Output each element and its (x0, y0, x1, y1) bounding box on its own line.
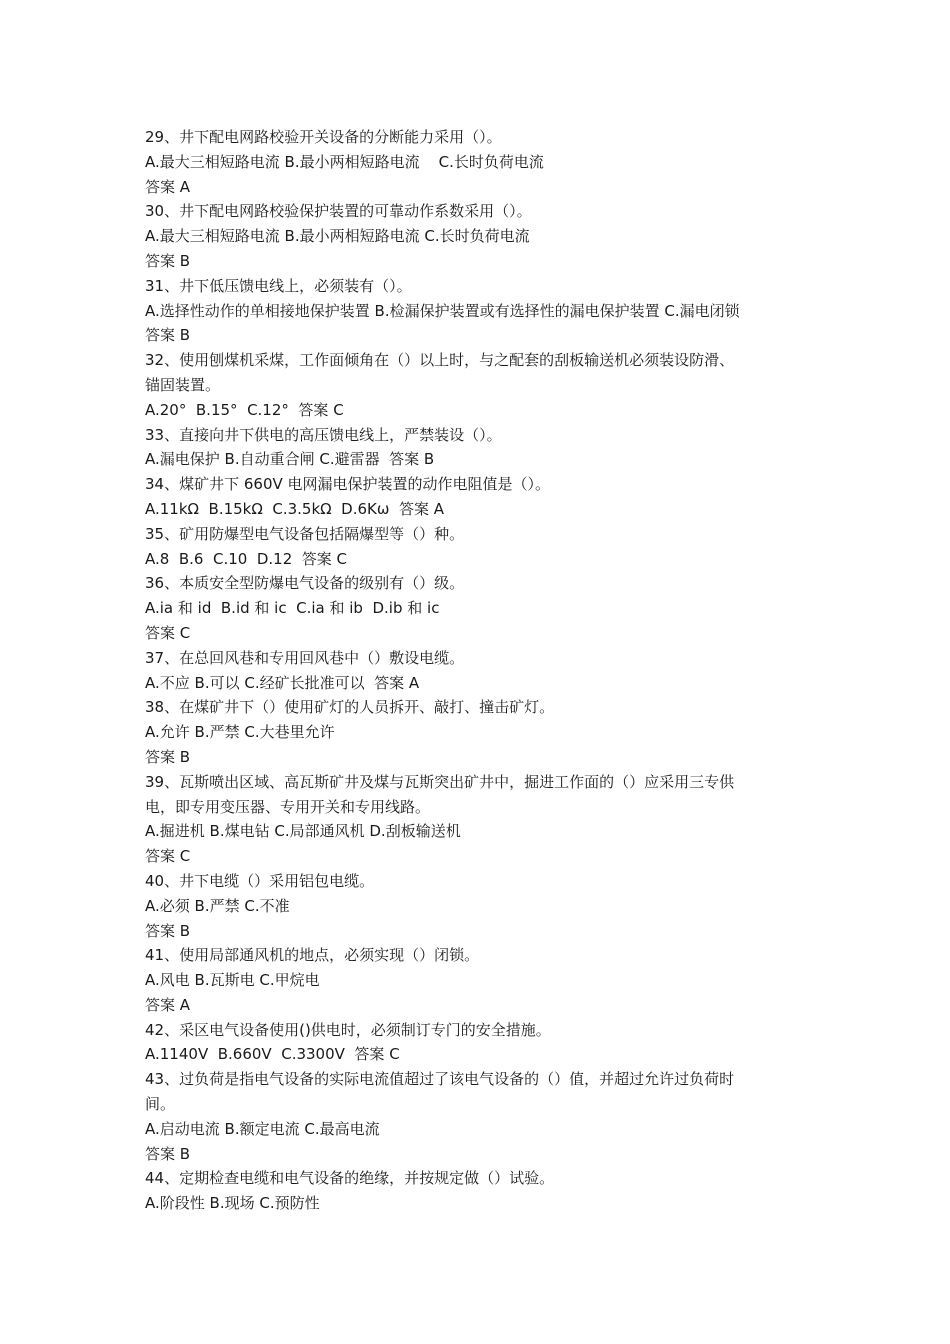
text-line: 37、在总回风巷和专用回风巷中（）敷设电缆。 (145, 648, 465, 667)
text-line: 答案 A (145, 995, 191, 1014)
text-line: 38、在煤矿井下（）使用矿灯的人员拆开、敲打、撞击矿灯。 (145, 698, 555, 717)
text-line: 43、过负荷是指电气设备的实际电流值超过了该电气设备的（）值，并超过允许过负荷时 (145, 1070, 735, 1089)
text-line: 33、直接向井下供电的高压馈电线上，严禁装设（）。 (145, 425, 502, 444)
text-line: A.风电 B.瓦斯电 C.甲烷电 (145, 971, 320, 990)
text-line: 答案 C (145, 623, 191, 642)
document-body (145, 125, 810, 1216)
text-line: 答案 A (145, 177, 191, 196)
text-line: 44、定期检查电缆和电气设备的绝缘，并按规定做（）试验。 (145, 1169, 555, 1188)
text-line: A.阶段性 B.现场 C.预防性 (145, 1194, 320, 1213)
text-line: 30、井下配电网路校验保护装置的可靠动作系数采用（）。 (145, 202, 532, 221)
text-line: 答案 B (145, 326, 191, 345)
text-line: 答案 B (145, 747, 191, 766)
text-line: A.允许 B.严禁 C.大巷里允许 (145, 723, 335, 742)
text-line: A.8 B.6 C.10 D.12 答案 C (145, 549, 348, 568)
text-line: 39、瓦斯喷出区域、高瓦斯矿井及煤与瓦斯突出矿井中，掘进工作面的（）应采用三专供 (145, 772, 735, 791)
text-line: 36、本质安全型防爆电气设备的级别有（）级。 (145, 574, 465, 593)
text-line: 锚固装置。 (145, 375, 221, 394)
text-line: 35、矿用防爆型电气设备包括隔爆型等（）种。 (145, 524, 465, 543)
text-line: 29、井下配电网路校验开关设备的分断能力采用（）。 (145, 128, 502, 146)
text-line: 电，即专用变压器、专用开关和专用线路。 (145, 797, 431, 816)
text-line: 42、采区电气设备使用()供电时，必须制订专门的安全措施。 (145, 1020, 551, 1039)
text-line: A.选择性动作的单相接地保护装置 B.检漏保护装置或有选择性的漏电保护装置 C.漏电闭锁 (145, 301, 740, 320)
text-line: 答案 B (145, 251, 191, 270)
text-line: 答案 C (145, 847, 191, 866)
text-line: A.漏电保护 B.自动重合闸 C.避雷器 答案 B (145, 450, 435, 469)
text-line: A.ia 和 id B.id 和 ic C.ia 和 ib D.ib 和 ic (145, 599, 440, 618)
text-line: 40、井下电缆（）采用铝包电缆。 (145, 871, 375, 890)
text-line: A.启动电流 B.额定电流 C.最高电流 (145, 1119, 380, 1138)
text-line: A.必须 B.严禁 C.不准 (145, 896, 290, 915)
text-line: A.不应 B.可以 C.经矿长批准可以 答案 A (145, 673, 420, 692)
text-line: A.最大三相短路电流 B.最小两相短路电流 C.长时负荷电流 (145, 152, 544, 171)
text-line: A.20° B.15° C.12° 答案 C (145, 400, 344, 419)
text-line: A.最大三相短路电流 B.最小两相短路电流 C.长时负荷电流 (145, 227, 530, 246)
text-line: 答案 B (145, 1144, 191, 1163)
text-line: A.掘进机 B.煤电钻 C.局部通风机 D.刮板输送机 (145, 822, 461, 841)
text-line: 41、使用局部通风机的地点，必须实现（）闭锁。 (145, 946, 480, 965)
text-line: A.1140V B.660V C.3300V 答案 C (145, 1045, 400, 1064)
text-line: 31、井下低压馈电线上，必须装有（）。 (145, 276, 412, 295)
text-line: 32、使用刨煤机采煤，工作面倾角在（）以上时，与之配套的刮板输送机必须装设防滑、 (145, 351, 735, 370)
text-line: 34、煤矿井下 660V 电网漏电保护装置的动作电阻值是（）。 (145, 475, 551, 494)
text-line: 间。 (145, 1095, 176, 1114)
text-line: 答案 B (145, 921, 191, 940)
text-line: A.11kΩ B.15kΩ C.3.5kΩ D.6Kω 答案 A (145, 499, 444, 518)
